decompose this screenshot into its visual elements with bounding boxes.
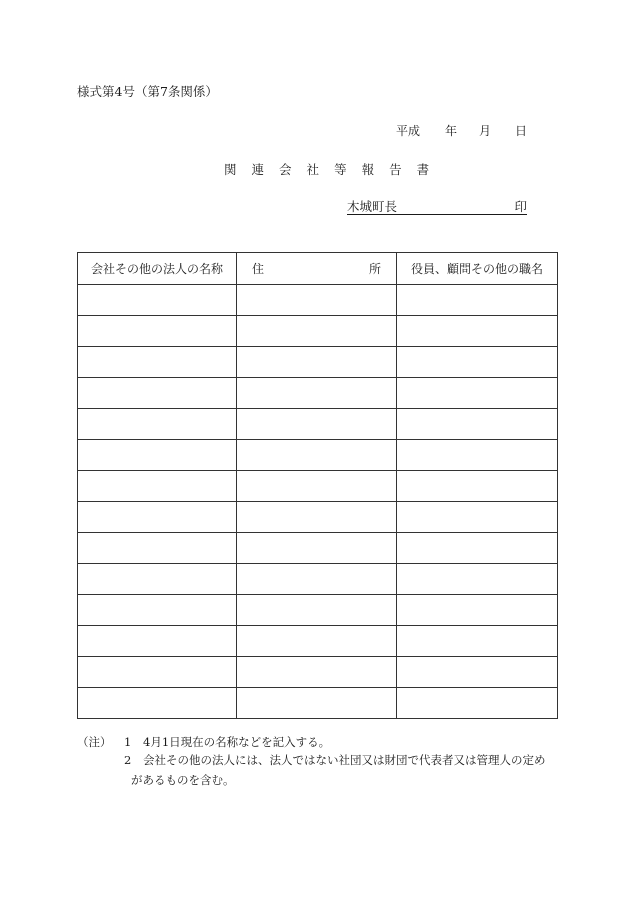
address-cell[interactable] (237, 564, 397, 595)
table-row (78, 595, 558, 626)
table-row (78, 471, 558, 502)
position-cell[interactable] (397, 688, 558, 719)
position-cell[interactable] (397, 626, 558, 657)
addressee-name: 木城町長 (347, 199, 398, 214)
seal-mark: 印 (514, 199, 527, 214)
company-name-cell[interactable] (78, 471, 237, 502)
company-name-cell[interactable] (78, 316, 237, 347)
table-row (78, 533, 558, 564)
company-name-cell[interactable] (78, 595, 237, 626)
company-name-cell[interactable] (78, 378, 237, 409)
notes-label: （注） (77, 735, 112, 749)
document-title (224, 160, 429, 178)
title-char: 書 (416, 162, 430, 177)
position-cell[interactable] (397, 440, 558, 471)
address-cell[interactable] (237, 409, 397, 440)
date-day-label: 日 (515, 124, 528, 138)
addressee-line (347, 197, 527, 215)
table-header-row (78, 253, 558, 285)
company-name-cell[interactable] (78, 626, 237, 657)
date-era: 平成 (396, 124, 421, 138)
company-name-cell[interactable] (78, 533, 237, 564)
title-char: 連 (251, 162, 265, 177)
position-cell[interactable] (397, 595, 558, 626)
company-name-cell[interactable] (78, 657, 237, 688)
table-row (78, 688, 558, 719)
address-cell[interactable] (237, 626, 397, 657)
table-row (78, 440, 558, 471)
header-address-left: 住 (252, 262, 265, 276)
position-cell[interactable] (397, 316, 558, 347)
address-cell[interactable] (237, 688, 397, 719)
company-name-cell[interactable] (78, 285, 237, 316)
company-name-cell[interactable] (78, 409, 237, 440)
title-char: 社 (306, 162, 320, 177)
company-name-cell[interactable] (78, 564, 237, 595)
position-cell[interactable] (397, 347, 558, 378)
address-cell[interactable] (237, 657, 397, 688)
position-cell[interactable] (397, 378, 558, 409)
table-row (78, 626, 558, 657)
table-row (78, 378, 558, 409)
table-row (78, 347, 558, 378)
notes (77, 733, 557, 793)
report-table (77, 252, 558, 719)
position-cell[interactable] (397, 657, 558, 688)
company-name-cell[interactable] (78, 502, 237, 533)
title-char: 関 (224, 162, 237, 177)
company-name-cell[interactable] (78, 440, 237, 471)
header-position: 役員、顧問その他の職名 (397, 253, 558, 285)
title-char: 告 (389, 162, 402, 177)
position-cell[interactable] (397, 471, 558, 502)
table-row (78, 564, 558, 595)
header-company-name: 会社その他の法人の名称 (78, 253, 237, 285)
position-cell[interactable] (397, 564, 558, 595)
title-char: 報 (361, 162, 375, 177)
table-row (78, 316, 558, 347)
position-cell[interactable] (397, 502, 558, 533)
address-cell[interactable] (237, 471, 397, 502)
address-cell[interactable] (237, 533, 397, 564)
address-cell[interactable] (237, 378, 397, 409)
address-cell[interactable] (237, 595, 397, 626)
company-name-cell[interactable] (78, 688, 237, 719)
header-address (237, 253, 397, 285)
note-2-number: 2 (124, 753, 132, 767)
position-cell[interactable] (397, 533, 558, 564)
table-body (78, 285, 558, 719)
date-month-label: 月 (479, 124, 492, 138)
table-row (78, 409, 558, 440)
title-char: 会 (279, 162, 292, 177)
note-2-text-line2: があるものを含む。 (131, 773, 235, 787)
form-number: 様式第4号（第7条関係） (77, 84, 218, 99)
date-year-label: 年 (445, 124, 458, 138)
address-cell[interactable] (237, 285, 397, 316)
table-row (78, 657, 558, 688)
address-cell[interactable] (237, 347, 397, 378)
note-1-text: 4月1日現在の名称などを記入する。 (143, 735, 331, 749)
address-cell[interactable] (237, 316, 397, 347)
title-char: 等 (334, 162, 347, 177)
position-cell[interactable] (397, 285, 558, 316)
note-2-text-line1: 会社その他の法人には、法人ではない社団又は財団で代表者又は管理人の定め (143, 753, 546, 767)
company-name-cell[interactable] (78, 347, 237, 378)
note-1-number: 1 (124, 735, 132, 749)
position-cell[interactable] (397, 409, 558, 440)
table-row (78, 285, 558, 316)
address-cell[interactable] (237, 440, 397, 471)
header-address-right: 所 (368, 262, 381, 276)
table-row (78, 502, 558, 533)
address-cell[interactable] (237, 502, 397, 533)
